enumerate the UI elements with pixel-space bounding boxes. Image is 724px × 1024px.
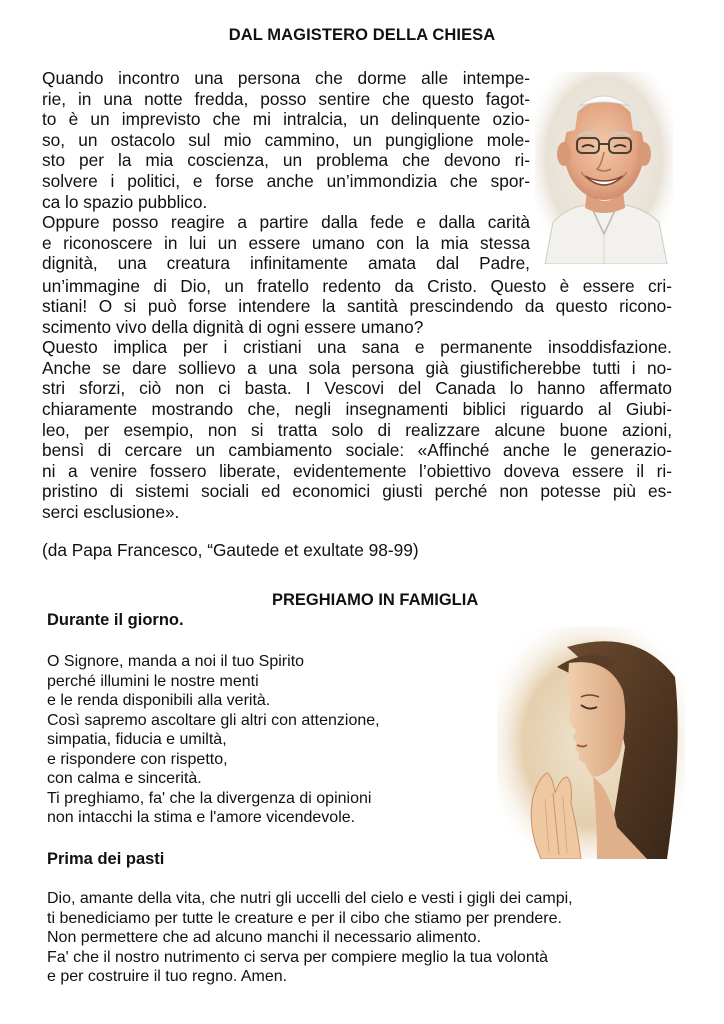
pope-portrait-image: [535, 72, 673, 264]
text-line: Anche se dare sollievo a una sola persona già giustificherebbe tutti i no-: [42, 357, 672, 378]
text-line: Oppure posso reagire a partire dalla fede e dalla carità: [42, 212, 530, 233]
text-line: Quando incontro una persona che dorme alle intempe-: [42, 68, 530, 88]
prayer-line: e per costruire il tuo regno. Amen.: [47, 968, 288, 985]
text-line: ni a venire fossero liberate, evidentemente l’obiettivo doveva essere il ri-: [42, 460, 672, 481]
prayer-line: Fa' che il nostro nutrimento ci serva per compiere meglio la tua volontà: [47, 948, 549, 966]
prayer-line: Dio, amante della vita, che nutri gli uccelli del cielo e vesti i gigli dei campi,: [47, 890, 573, 907]
text-line: chiaramente mostrando che, negli insegnamenti biblici riguardo al Giubi-: [42, 399, 672, 420]
body-paragraph: [42, 276, 672, 523]
prayer-line: perché illumini le nostre menti: [47, 672, 259, 690]
prayer-line: Non permettere che ad alcuno manchi il necessario alimento.: [47, 929, 482, 946]
section-title-preghiamo: PREGHIAMO IN FAMIGLIA: [272, 591, 479, 609]
prayer-line: con calma e sincerità.: [47, 770, 202, 787]
text-line: solvere i politici, e forse anche un’immondizia che spor-: [42, 170, 530, 191]
citation: (da Papa Francesco, “Gautede et exultate 98-99): [42, 540, 419, 560]
text-line: stri sforzi, ciò non ci basta. I Vescovi del Canada lo hanno affermato: [42, 378, 672, 399]
text-line: so, un ostacolo sul mio cammino, un pungiglione mole-: [42, 129, 530, 150]
text-line: leo, per esempio, non si tratta solo di realizzare alcune buone azioni,: [42, 419, 672, 440]
prayer-line: e rispondere con rispetto,: [47, 750, 228, 768]
text-line: sto per la mia coscienza, un problema che devono ri-: [42, 150, 530, 171]
prayer-line: Così sapremo ascoltare gli altri con attenzione,: [47, 711, 380, 729]
subtitle-durante-il-giorno: Durante il giorno.: [47, 611, 184, 629]
subtitle-prima-dei-pasti: Prima dei pasti: [47, 850, 165, 868]
text-line: stiani! O si può forse intendere la santità prescindendo da questo ricono-: [42, 296, 672, 317]
text-line: rie, in una notte fredda, posso sentire che questo fagot-: [42, 88, 530, 109]
prayer-line: ti benediciamo per tutte le creature e per il cibo che stiamo per prendere.: [47, 909, 562, 927]
prayer-day: [47, 652, 380, 828]
prayer-line: Ti preghiamo, fa' che la divergenza di opinioni: [47, 789, 372, 807]
text-line: un’immagine di Dio, un fratello redento da Cristo. Questo è essere cri-: [42, 275, 672, 296]
text-line: dignità, una creatura infinitamente amata dal Padre,: [42, 253, 530, 274]
praying-woman-image: [497, 627, 685, 859]
text-line: to è un imprevisto che mi intralcia, un delinquente ozio-: [42, 109, 530, 130]
prayer-line: non intacchi la stima e l'amore vicendevole.: [47, 809, 356, 826]
text-line: e riconoscere in lui un essere umano con la mia stessa: [42, 232, 530, 253]
intro-paragraph: [42, 68, 530, 274]
prayer-line: e le renda disponibili alla verità.: [47, 692, 271, 709]
prayer-line: O Signore, manda a noi il tuo Spirito: [47, 653, 305, 670]
prayer-meals: [47, 889, 573, 987]
text-line: serci esclusione».: [42, 502, 180, 523]
section-title-magistero: DAL MAGISTERO DELLA CHIESA: [228, 26, 496, 44]
text-line: bensì di cercare un cambiamento sociale: «Affinché anche le generazio-: [42, 440, 672, 461]
text-line: ca lo spazio pubblico.: [42, 191, 208, 212]
text-line: pristino di sistemi sociali ed economici giusti perché non potesse più es-: [42, 481, 672, 502]
text-line: Questo implica per i cristiani una sana e permanente insoddisfazione.: [42, 337, 672, 358]
text-line: scimento vivo della dignità di ogni essere umano?: [42, 316, 424, 337]
prayer-line: simpatia, fiducia e umiltà,: [47, 731, 227, 748]
